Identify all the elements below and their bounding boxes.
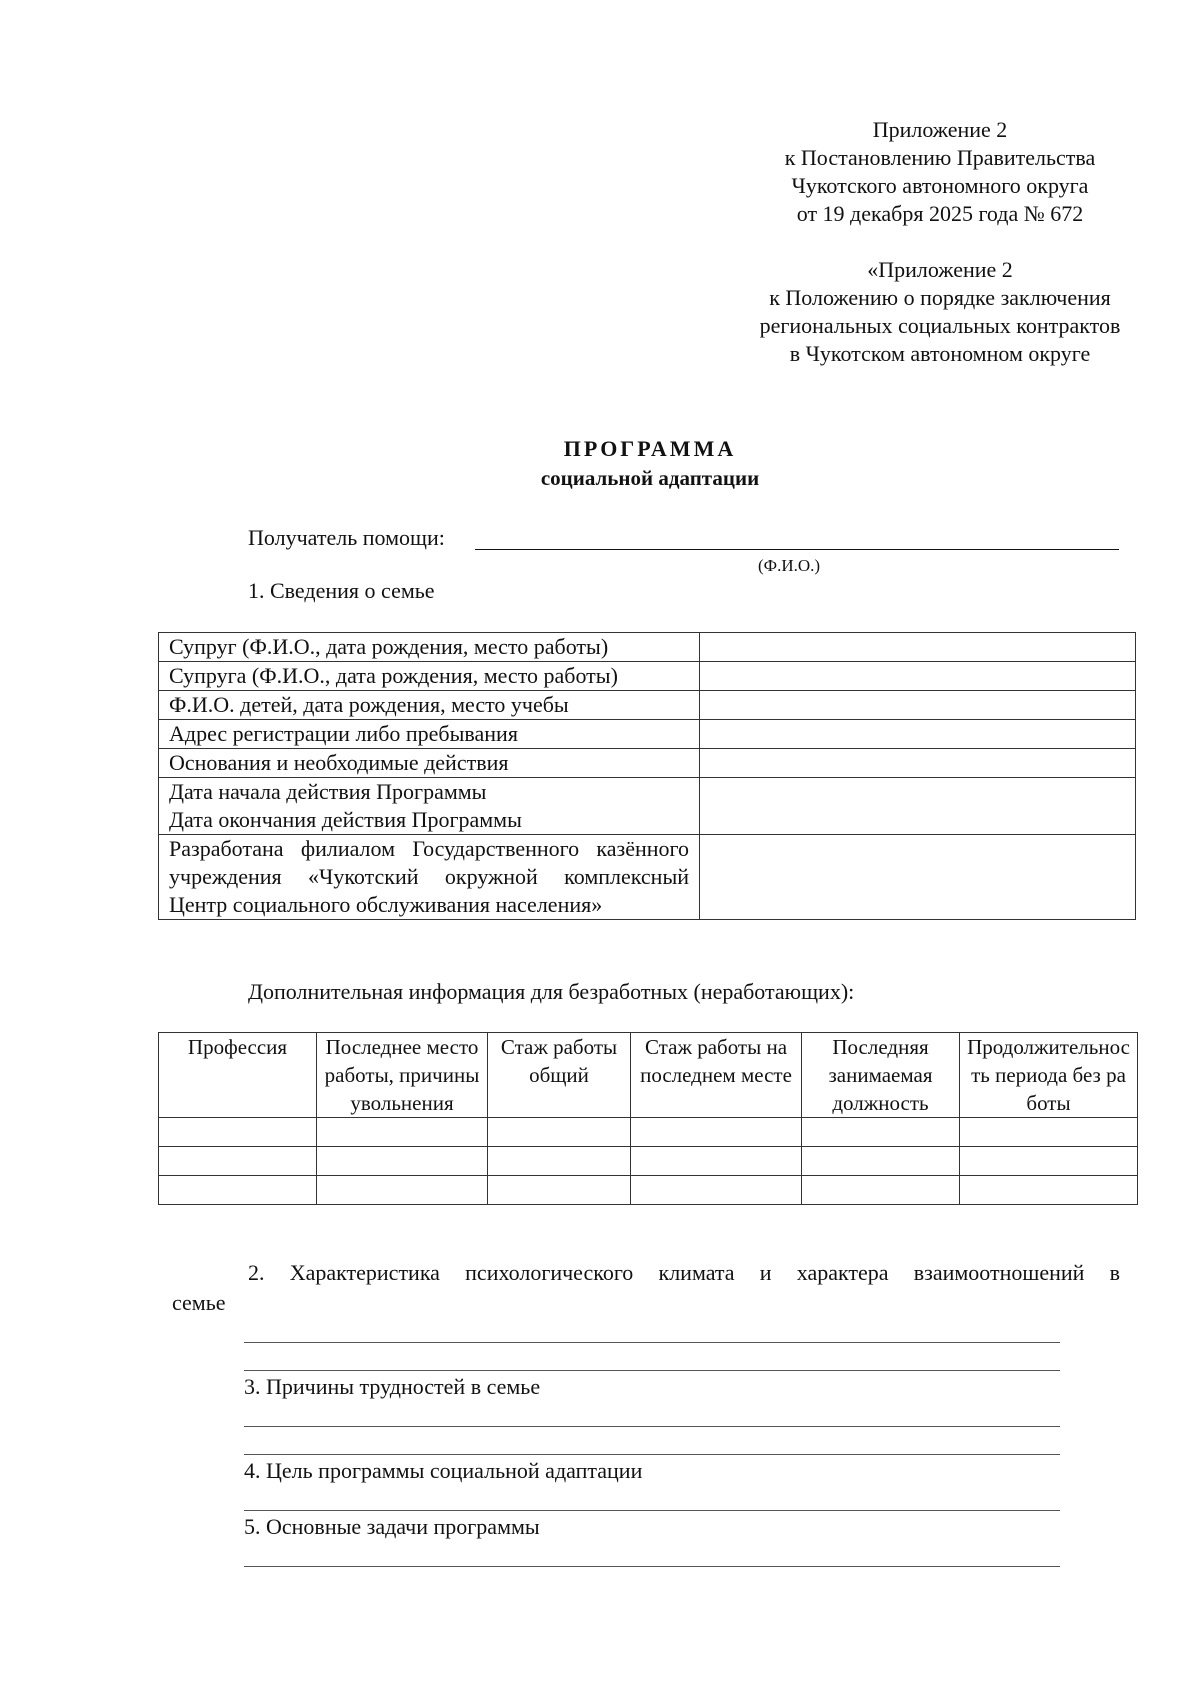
table-row [159,1176,1138,1205]
recipient-caption: (Ф.И.О.) [758,556,821,575]
table-cell[interactable] [488,1176,631,1205]
table-row [159,691,1136,720]
table-cell[interactable] [802,1176,960,1205]
column-header: Последнее место работы, причины увольнения [317,1033,488,1118]
appendix-sub [690,256,1190,368]
table-cell[interactable] [488,1118,631,1147]
recipient-name-field[interactable] [475,549,1119,550]
section2-heading-continued: семье [172,1290,226,1315]
developer-label: Разработана филиалом Государственного казённого учреждения «Чукотский окружной комплексный Центр социального обслуживания населения» [159,835,700,920]
section4-heading: 4. Цель программы социальной адаптации [244,1458,643,1483]
table-row [159,720,1136,749]
program-end-label: Дата окончания действия Программы [169,807,522,832]
table-cell[interactable] [960,1176,1138,1205]
unemployed-info-table [158,1032,1138,1205]
recipient-label: Получатель помощи: [248,525,445,550]
section5-heading: 5. Основные задачи программы [244,1514,540,1539]
section3-heading: 3. Причины трудностей в семье [244,1374,541,1399]
family-row-value[interactable] [700,633,1136,662]
column-header: Продолжительность периода без работы [960,1033,1138,1118]
appendix-header-line: Приложение 2 [872,117,1008,142]
table-cell[interactable] [159,1118,317,1147]
column-header: Последняя занимаемая должность [802,1033,960,1118]
table-row [159,662,1136,691]
table-cell[interactable] [317,1147,488,1176]
program-start-label: Дата начала действия Программы [169,779,487,804]
family-row-value[interactable] [700,720,1136,749]
table-row [159,633,1136,662]
appendix-sub-line: в Чукотском автономном округе [789,341,1091,366]
family-row-value[interactable] [700,749,1136,778]
section2-answer-line[interactable] [244,1370,1060,1371]
column-header: Стаж работы на последнем месте [631,1033,802,1118]
appendix-sub-line: «Приложение 2 [867,257,1013,282]
section2-answer-line[interactable] [244,1342,1060,1343]
family-info-table [158,632,1136,920]
table-cell[interactable] [159,1176,317,1205]
table-row [159,749,1136,778]
section3-answer-line[interactable] [244,1454,1060,1455]
unemployed-heading: Дополнительная информация для безработных (неработающих): [248,979,855,1004]
family-row-label: Основания и необходимые действия [159,749,700,778]
table-header-row [159,1033,1138,1118]
table-cell[interactable] [317,1118,488,1147]
section2-heading: 2. Характеристика психологического климата и характера взаимоотношений в [248,1260,1120,1285]
family-row-value[interactable] [700,835,1136,920]
section3-answer-line[interactable] [244,1426,1060,1427]
appendix-header [690,116,1190,228]
table-cell[interactable] [802,1118,960,1147]
column-header: Стаж работы общий [488,1033,631,1118]
table-cell[interactable] [488,1147,631,1176]
program-subtitle: социальной адаптации [540,466,760,490]
section4-answer-line[interactable] [244,1510,1060,1511]
table-cell[interactable] [960,1147,1138,1176]
table-cell[interactable] [802,1147,960,1176]
family-row-label: Супруга (Ф.И.О., дата рождения, место работы) [159,662,700,691]
section5-answer-line[interactable] [244,1566,1060,1567]
table-cell[interactable] [960,1118,1138,1147]
table-row [159,778,1136,835]
table-row [159,1147,1138,1176]
family-row-label: Адрес регистрации либо пребывания [159,720,700,749]
section1-heading: 1. Сведения о семье [248,578,435,603]
appendix-header-line: Чукотского автономного округа [791,173,1089,198]
table-cell[interactable] [317,1176,488,1205]
column-header: Профессия [159,1033,317,1118]
appendix-header-line: к Постановлению Правительства [784,145,1096,170]
family-row-value[interactable] [700,662,1136,691]
family-row-value[interactable] [700,691,1136,720]
table-cell[interactable] [631,1176,802,1205]
program-title: ПРОГРАММА [563,436,737,461]
program-dates-label [159,778,700,835]
table-cell[interactable] [631,1118,802,1147]
table-cell[interactable] [631,1147,802,1176]
family-row-label: Супруг (Ф.И.О., дата рождения, место работы) [159,633,700,662]
table-row [159,835,1136,920]
appendix-sub-line: региональных социальных контрактов [759,313,1121,338]
family-row-value[interactable] [700,778,1136,835]
table-cell[interactable] [159,1147,317,1176]
family-row-label: Ф.И.О. детей, дата рождения, место учебы [159,691,700,720]
table-row [159,1118,1138,1147]
appendix-sub-line: к Положению о порядке заключения [769,285,1111,310]
appendix-header-line: от 19 декабря 2025 года № 672 [796,201,1084,226]
